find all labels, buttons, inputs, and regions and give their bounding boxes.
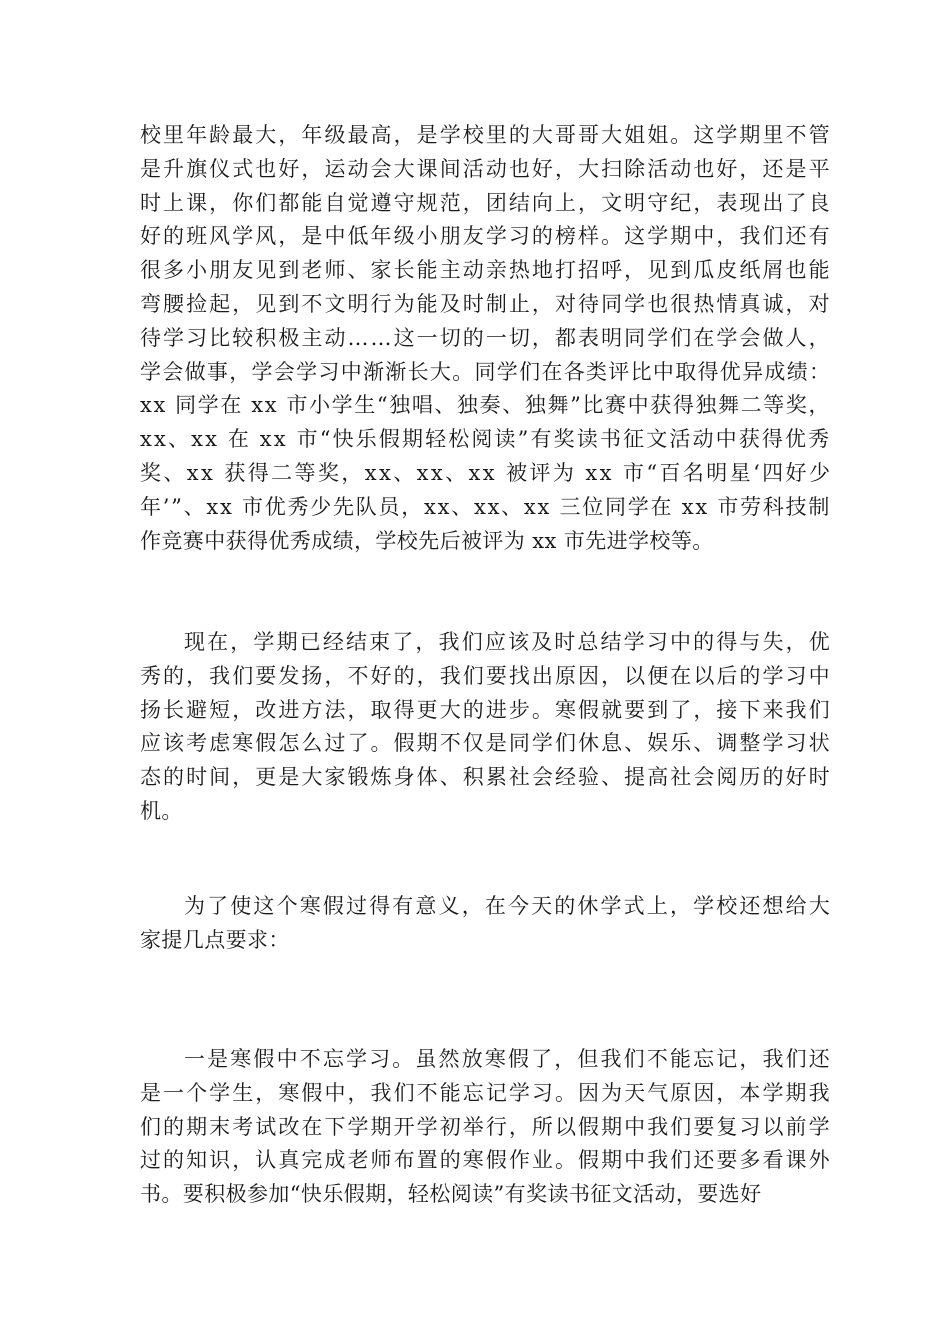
paragraph-1-line: 好的班风学风，是中低年级小朋友学习的榜样。这学期中，我们还有: [140, 224, 832, 249]
paragraph-1-line: 是升旗仪式也好，运动会大课间活动也好，大扫除活动也好，还是平: [140, 156, 832, 181]
paragraph-3-line: 为了使这个寒假过得有意义，在今天的休学式上，学校还想给大: [184, 894, 832, 918]
paragraph-1-line: 时上课，你们都能自觉遵守规范，团结向上，文明守纪，表现出了良: [140, 190, 832, 215]
paragraph-1-line: 学会做事，学会学习中渐渐长大。同学们在各类评比中取得优异成绩：: [140, 359, 832, 384]
paragraph-2-line: 现在，学期已经结束了，我们应该及时总结学习中的得与失，优: [184, 630, 832, 654]
paragraph-1-line: 弯腰捡起，见到不文明行为能及时制止，对待同学也很热情真诚，对: [140, 292, 832, 316]
paragraph-2-line: 机。: [140, 799, 183, 823]
paragraph-2-line: 态的时间，更是大家锻炼身体、积累社会经验、提高社会阅历的好时: [140, 765, 832, 790]
paragraph-1-line: xx 同学在 xx 市小学生“独唱、独奏、独舞”比赛中获得独舞二等奖，: [140, 393, 832, 418]
paragraph-1-line: 作竞赛中获得优秀成绩，学校先后被评为 xx 市先进学校等。: [140, 528, 714, 553]
paragraph-2-line: 扬长避短，改进方法，取得更大的进步。寒假就要到了，接下来我们: [140, 697, 832, 722]
paragraph-1-line: 校里年龄最大，年级最高，是学校里的大哥哥大姐姐。这学期里不管: [140, 123, 832, 147]
paragraph-4-line: 过的知识，认真完成老师布置的寒假作业。假期中我们还要多看课外: [140, 1148, 832, 1173]
paragraph-2-line: 应该考虑寒假怎么过了。假期不仅是同学们休息、娱乐、调整学习状: [140, 731, 832, 756]
paragraph-1-line: 年’”、xx 市优秀少先队员，xx、xx、xx 三位同学在 xx 市劳科技制: [140, 494, 832, 519]
paragraph-4-line: 书。要积极参加“快乐假期，轻松阅读”有奖读书征文活动，要选好: [140, 1182, 762, 1207]
paragraph-1-line: 待学习比较积极主动……这一切的一切，都表明同学们在学会做人，: [140, 325, 832, 350]
paragraph-4-line: 们的期末考试改在下学期开学初举行，所以假期中我们要复习以前学: [140, 1114, 832, 1139]
paragraph-4-line: 是一个学生，寒假中，我们不能忘记学习。因为天气原因，本学期我: [140, 1080, 832, 1105]
paragraph-1-line: 很多小朋友见到老师、家长能主动亲热地打招呼，见到瓜皮纸屑也能: [140, 258, 832, 283]
paragraph-3-line: 家提几点要求：: [140, 927, 290, 952]
paragraph-1-line: xx、xx 在 xx 市“快乐假期轻松阅读”有奖读书征文活动中获得优秀: [140, 427, 832, 452]
paragraph-4-line: 一是寒假中不忘学习。虽然放寒假了，但我们不能忘记，我们还: [184, 1047, 832, 1071]
paragraph-2-line: 秀的，我们要发扬，不好的，我们要找出原因，以便在以后的学习中: [140, 663, 832, 688]
paragraph-1-line: 奖、xx 获得二等奖，xx、xx、xx 被评为 xx 市“百名明星‘四好少: [140, 461, 833, 485]
